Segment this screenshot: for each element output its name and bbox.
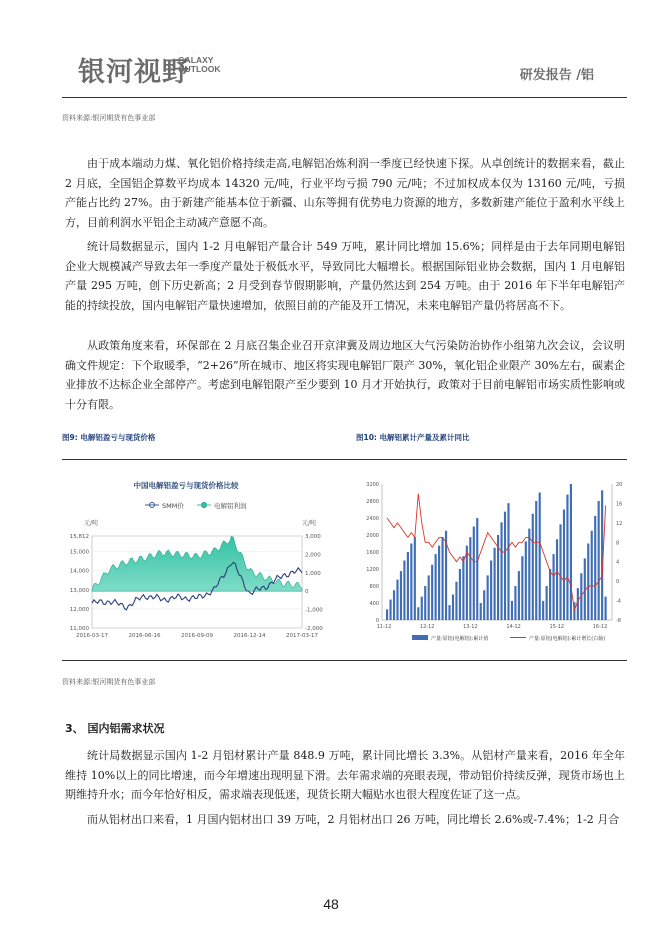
figure10-right-tick: 0: [616, 579, 620, 586]
figure9-left-tick: 15,000: [69, 549, 89, 556]
figure9-x-tick: 2016-06-16: [128, 633, 161, 639]
output-bar: [476, 518, 478, 620]
output-bar: [414, 537, 416, 620]
figure10-left-tick: 400: [369, 601, 379, 607]
output-bar: [428, 575, 430, 620]
output-bar: [500, 522, 502, 620]
figure9-x-tick: 2016-09-09: [181, 633, 213, 639]
output-bar: [480, 603, 482, 620]
figure10-x-tick: 11-12: [376, 624, 392, 630]
cumulative-growth-line: [387, 494, 605, 611]
output-bar: [553, 554, 555, 620]
figure9-caption: 图9: 电解铝盈亏与现货价格: [62, 433, 156, 442]
output-bar: [532, 514, 534, 620]
figure10-right-tick: -4: [616, 598, 621, 605]
output-bar: [424, 586, 426, 620]
output-bar: [431, 565, 433, 620]
output-bar: [435, 554, 437, 620]
legend-growth-label: 产量:原铝(电解铝):累计增长(右轴): [529, 636, 606, 642]
legend-profit-label: 电解铝利润: [214, 502, 247, 510]
output-bar: [507, 503, 509, 620]
figure9-right-tick: -2,000: [305, 626, 323, 632]
paragraph-5: 而从铝材出口来看，1 月国内铝材出口 39 万吨，2 月铝材出口 26 万吨，同比增长 2.6%或-7.4%；1-2 月合: [87, 813, 620, 826]
figure9-right-tick: 1,000: [305, 570, 321, 577]
page-number: 48: [323, 896, 339, 912]
figure10-left-tick: 1600: [366, 550, 379, 556]
output-bar: [514, 586, 516, 620]
output-bar: [549, 569, 551, 620]
output-bar: [487, 575, 489, 620]
output-bar: [452, 595, 454, 621]
output-bar: [459, 569, 461, 620]
figure10-left-tick: 3200: [366, 482, 379, 488]
legend-output-swatch: [412, 635, 428, 640]
section-heading: 3、 国内铝需求状况: [65, 722, 165, 735]
figure10-x-tick: 14-12: [506, 624, 521, 630]
legend-output-label: 产量:原铝(电解铝):累计值: [431, 636, 489, 642]
output-bar: [393, 590, 395, 620]
output-bar: [407, 552, 409, 620]
output-bar: [511, 601, 513, 620]
logo-subtitle: GALAXY OUTLOOK: [178, 55, 221, 74]
figure9-x-tick: 2017-03-17: [286, 633, 318, 639]
header-rule: [62, 97, 627, 98]
page-header: [0, 0, 662, 100]
figure9-left-tick: 15,812: [69, 534, 89, 540]
output-bar: [504, 512, 506, 620]
output-bar: [542, 601, 544, 620]
figure10-legend: [412, 635, 605, 642]
figure10-left-tick: 800: [369, 584, 379, 590]
figure10-left-tick: 0: [375, 618, 379, 624]
output-bar: [521, 556, 523, 620]
figure9-right-unit: 元/吨: [302, 520, 317, 527]
figure10-right-tick: 8: [616, 540, 620, 547]
figure10-x-tick: 15-12: [549, 624, 565, 630]
figure9-title: 中国电解铝盈亏与现货价格比较: [133, 481, 239, 490]
output-bar: [442, 537, 444, 620]
figure9-left-tick: 14,000: [69, 568, 89, 575]
output-bar: [389, 600, 391, 620]
figure10-right-tick: 4: [616, 559, 620, 566]
figure10-right-tick: 12: [616, 520, 623, 527]
output-bar: [466, 546, 468, 620]
figure9-left-tick: 13,000: [69, 587, 89, 594]
figure10-right-tick: 20: [616, 482, 623, 488]
output-bar: [448, 605, 450, 620]
figure9-right-tick: 0: [305, 589, 309, 596]
figure10-x-tick: 12-12: [419, 624, 435, 630]
output-bar: [455, 582, 457, 620]
output-bar: [396, 580, 398, 620]
figure9-legend: [145, 501, 247, 510]
output-bar: [473, 527, 475, 621]
figure9-x-tick: 2016-03-17: [76, 633, 108, 639]
output-bar: [386, 609, 388, 620]
output-bar: [539, 493, 541, 621]
figure10-right-tick: 16: [616, 501, 623, 508]
paragraph-1: 由于成本端动力煤、氧化铝价格持续走高,电解铝冶炼利润一季度已经快速下探。从卓创统计的数据来看，截止 2 月底，全国铝企算数平均成本 14320 元/吨，行业平均亏损 790 元/吨；不过加权成本仅为 13160 元/吨，亏损产能占比约 27%。由于新建产能基本位于新疆、山东等拥有优势电力资源的地方，多数新建产能位于盈利水平线上方，目前利润水平铝企主动减产意愿不高。: [65, 157, 625, 229]
output-bar: [417, 607, 419, 620]
output-bar: [594, 516, 596, 620]
paragraph-3: 从政策角度来看，环保部在 2 月底召集企业召开京津冀及周边地区大气污染防治协作小组第九次会议，会议明确文件规定：下个取暖季，“2+26”所在城市、地区将实现电解铝厂限产 30%，氧化铝企业限产 30%左右，碳素企业排放不达标企业全部停产。考虑到电解铝限产至少要到 10 月才开始执行，政策对于目前电解铝市场实质性影响或十分有限。: [65, 339, 625, 411]
output-bar: [566, 495, 568, 620]
output-bar: [403, 561, 405, 621]
source-note-bottom: 资料来源:银河期货有色事业部: [62, 678, 156, 686]
output-bar: [587, 544, 589, 621]
figure10-x-tick: 13-12: [463, 624, 478, 630]
figure10-x-tick: 16-12: [592, 624, 608, 630]
output-bar: [591, 531, 593, 620]
figure10-caption: 图10: 电解铝累计产量及累计同比: [356, 433, 470, 442]
logo-text: 银河视野: [78, 57, 190, 88]
output-bar: [535, 501, 537, 620]
output-bar: [410, 544, 412, 621]
figure10-left-tick: 2000: [366, 533, 379, 539]
output-bar: [556, 539, 558, 620]
figure9-x-tick: 2016-12-14: [233, 633, 266, 639]
output-bar: [570, 484, 572, 620]
figure10-left-tick: 2400: [366, 516, 379, 522]
output-bar: [469, 537, 471, 620]
output-bar: [494, 548, 496, 620]
output-bar: [563, 510, 565, 621]
output-bar: [518, 571, 520, 620]
figure10-left-tick: 2800: [366, 499, 379, 505]
figure-top-rule: [62, 459, 627, 460]
logo-dots: · · · · · · · ·: [178, 50, 213, 55]
output-bar: [438, 546, 440, 620]
figure-bottom-rule: [62, 660, 627, 661]
output-bar: [421, 597, 423, 620]
output-bar: [598, 501, 600, 620]
output-bar: [400, 571, 402, 620]
paragraph-2: 统计局数据显示，国内 1-2 月电解铝产量合计 549 万吨，累计同比增加 15.6%；同样是由于去年同期电解铝企业大规模减产导致去年一季度产量处于极低水平，导致同比大幅增长。根据国际铝业协会数据，国内 1 月电解铝产量 295 万吨，创下历史新高；2 月受到春节假期影响，产量仍然达到 254 万吨。由于 2016 年下半年电解铝产能的持续投放，国内电解铝产量快速增加，依照目前的产能及开工情况，未来电解铝产量仍将居高不下。: [65, 240, 625, 312]
output-bar: [546, 586, 548, 620]
figure10-right-tick: -8: [616, 618, 621, 624]
output-bar: [483, 590, 485, 620]
output-bar: [525, 541, 527, 620]
figure10-chart: [360, 470, 632, 652]
figure9-left-tick: 12,000: [69, 606, 89, 613]
output-bar: [559, 524, 561, 620]
figure9-left-tick: 11,000: [69, 626, 89, 632]
report-tag: 研发报告 /铝: [519, 68, 594, 83]
source-note-top: 资料来源:银河期货有色事业部: [62, 114, 156, 122]
legend-smm-label: SMM价: [162, 502, 184, 510]
paragraph-4: 统计局数据显示国内 1-2 月铝材累计产量 848.9 万吨，累计同比增长 3.3%。从铝材产量来看，2016 年全年维持 10%以上的同比增速，而今年增速出现明显下滑。去年需求端的亮眼表现，带动铝价持续反弹，现货市场也上期维持升水；而今年恰好相反，需求端表现低迷，现货长期大幅贴水也很大程度佐证了这一点。: [65, 749, 625, 801]
figure9-chart: [62, 470, 344, 648]
figure9-left-unit: 元/吨: [84, 520, 99, 527]
figure9-right-tick: -1,000: [305, 607, 323, 614]
output-bar: [490, 561, 492, 621]
output-bar: [605, 597, 607, 620]
figure9-right-tick: 2,000: [305, 552, 321, 559]
figure9-right-tick: 3,000: [305, 534, 321, 540]
output-bar: [462, 556, 464, 620]
figure10-left-tick: 1200: [366, 567, 379, 573]
output-bar: [528, 529, 530, 620]
